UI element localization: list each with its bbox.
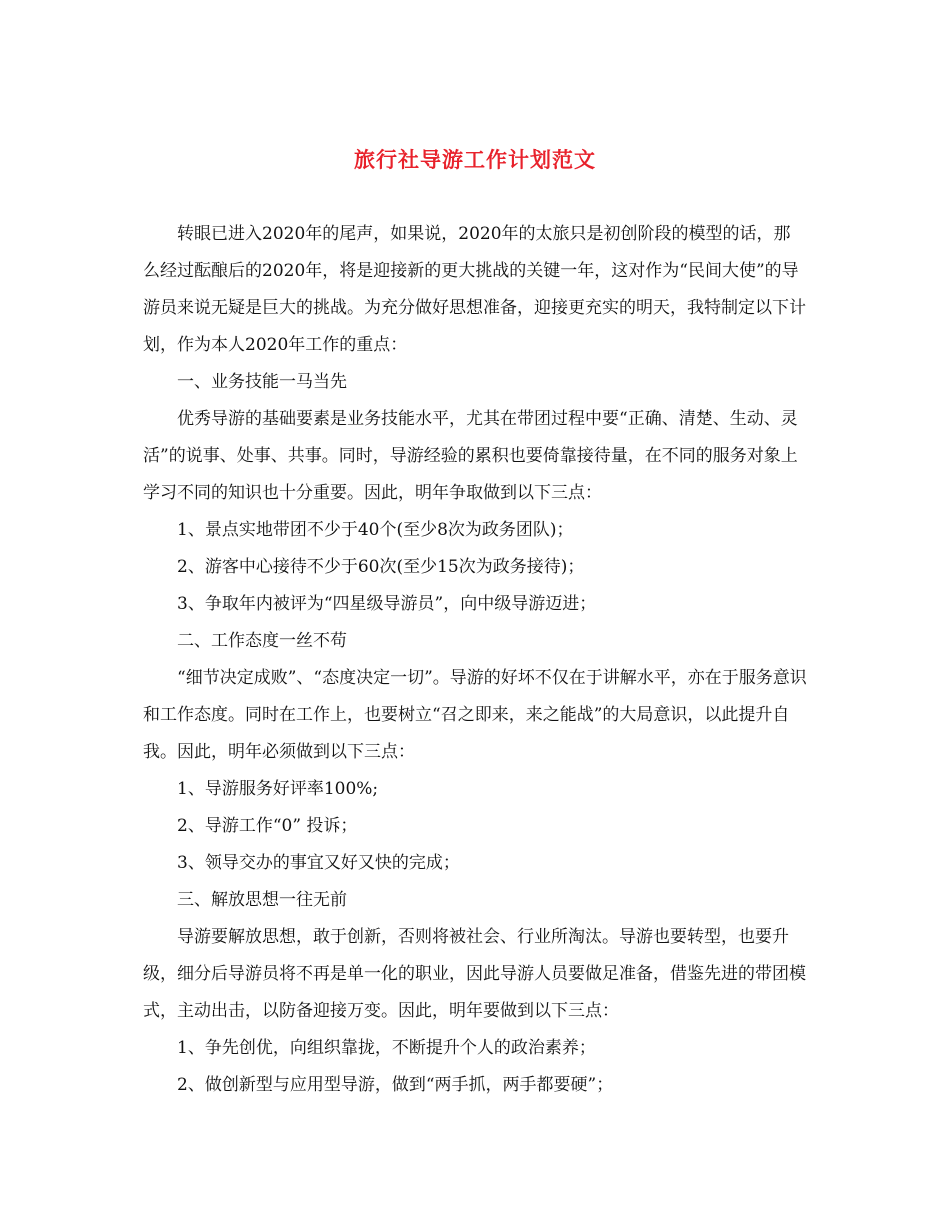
document-body — [143, 216, 807, 1104]
section-heading-1: 一、业务技能一马当先 — [177, 372, 347, 392]
paragraph-section-3: 导游要解放思想，敢于创新，否则将被社会、行业所淘汰。导游也要转型，也要升级，细分后导游员将不再是单一化的职业，因此导游人员要做足准备，借鉴先进的带团模式，主动出击，以防备迎接万变。因此，明年要做到以下三点： — [143, 927, 806, 1021]
list-item: 1、景点实地带团不少于40个(至少8次为政务团队)； — [177, 520, 574, 540]
list-item: 3、争取年内被评为“四星级导游员”，向中级导游迈进； — [177, 594, 597, 614]
list-item: 2、导游工作“0” 投诉； — [177, 816, 358, 836]
list-item: 2、游客中心接待不少于60次(至少15次为政务接待)； — [177, 557, 585, 577]
paragraph-intro: 转眼已进入2020年的尾声，如果说，2020年的太旅只是初创阶段的模型的话，那么经过酝酿后的2020年，将是迎接新的更大挑战的关键一年，这对作为“民间大使”的导游员来说无疑是巨大的挑战。为充分做好思想准备，迎接更充实的明天，我特制定以下计划，作为本人2020年工作的重点： — [143, 224, 806, 355]
paragraph-section-1: 优秀导游的基础要素是业务技能水平，尤其在带团过程中要“正确、清楚、生动、灵活”的说事、处事、共事。同时，导游经验的累积也要倚靠接待量，在不同的服务对象上学习不同的知识也十分重要。因此，明年争取做到以下三点： — [143, 409, 798, 503]
list-item: 1、导游服务好评率100%; — [177, 779, 379, 799]
section-heading-3: 三、解放思想一往无前 — [177, 890, 347, 910]
list-item: 3、领导交办的事宜又好又快的完成； — [177, 853, 460, 873]
paragraph-section-2: “细节决定成败”、“态度决定一切”。导游的好坏不仅在于讲解水平，亦在于服务意识和工作态度。同时在工作上，也要树立“召之即来，来之能战”的大局意识，以此提升自我。因此，明年必须做到以下三点： — [143, 668, 807, 762]
list-item: 1、争先创优，向组织靠拢，不断提升个人的政治素养； — [177, 1038, 596, 1058]
section-heading-2: 二、工作态度一丝不苟 — [177, 631, 347, 651]
list-item: 2、做创新型与应用型导游，做到“两手抓，两手都要硬”； — [177, 1075, 614, 1095]
document-title: 旅行社导游工作计划范文 — [354, 147, 596, 173]
